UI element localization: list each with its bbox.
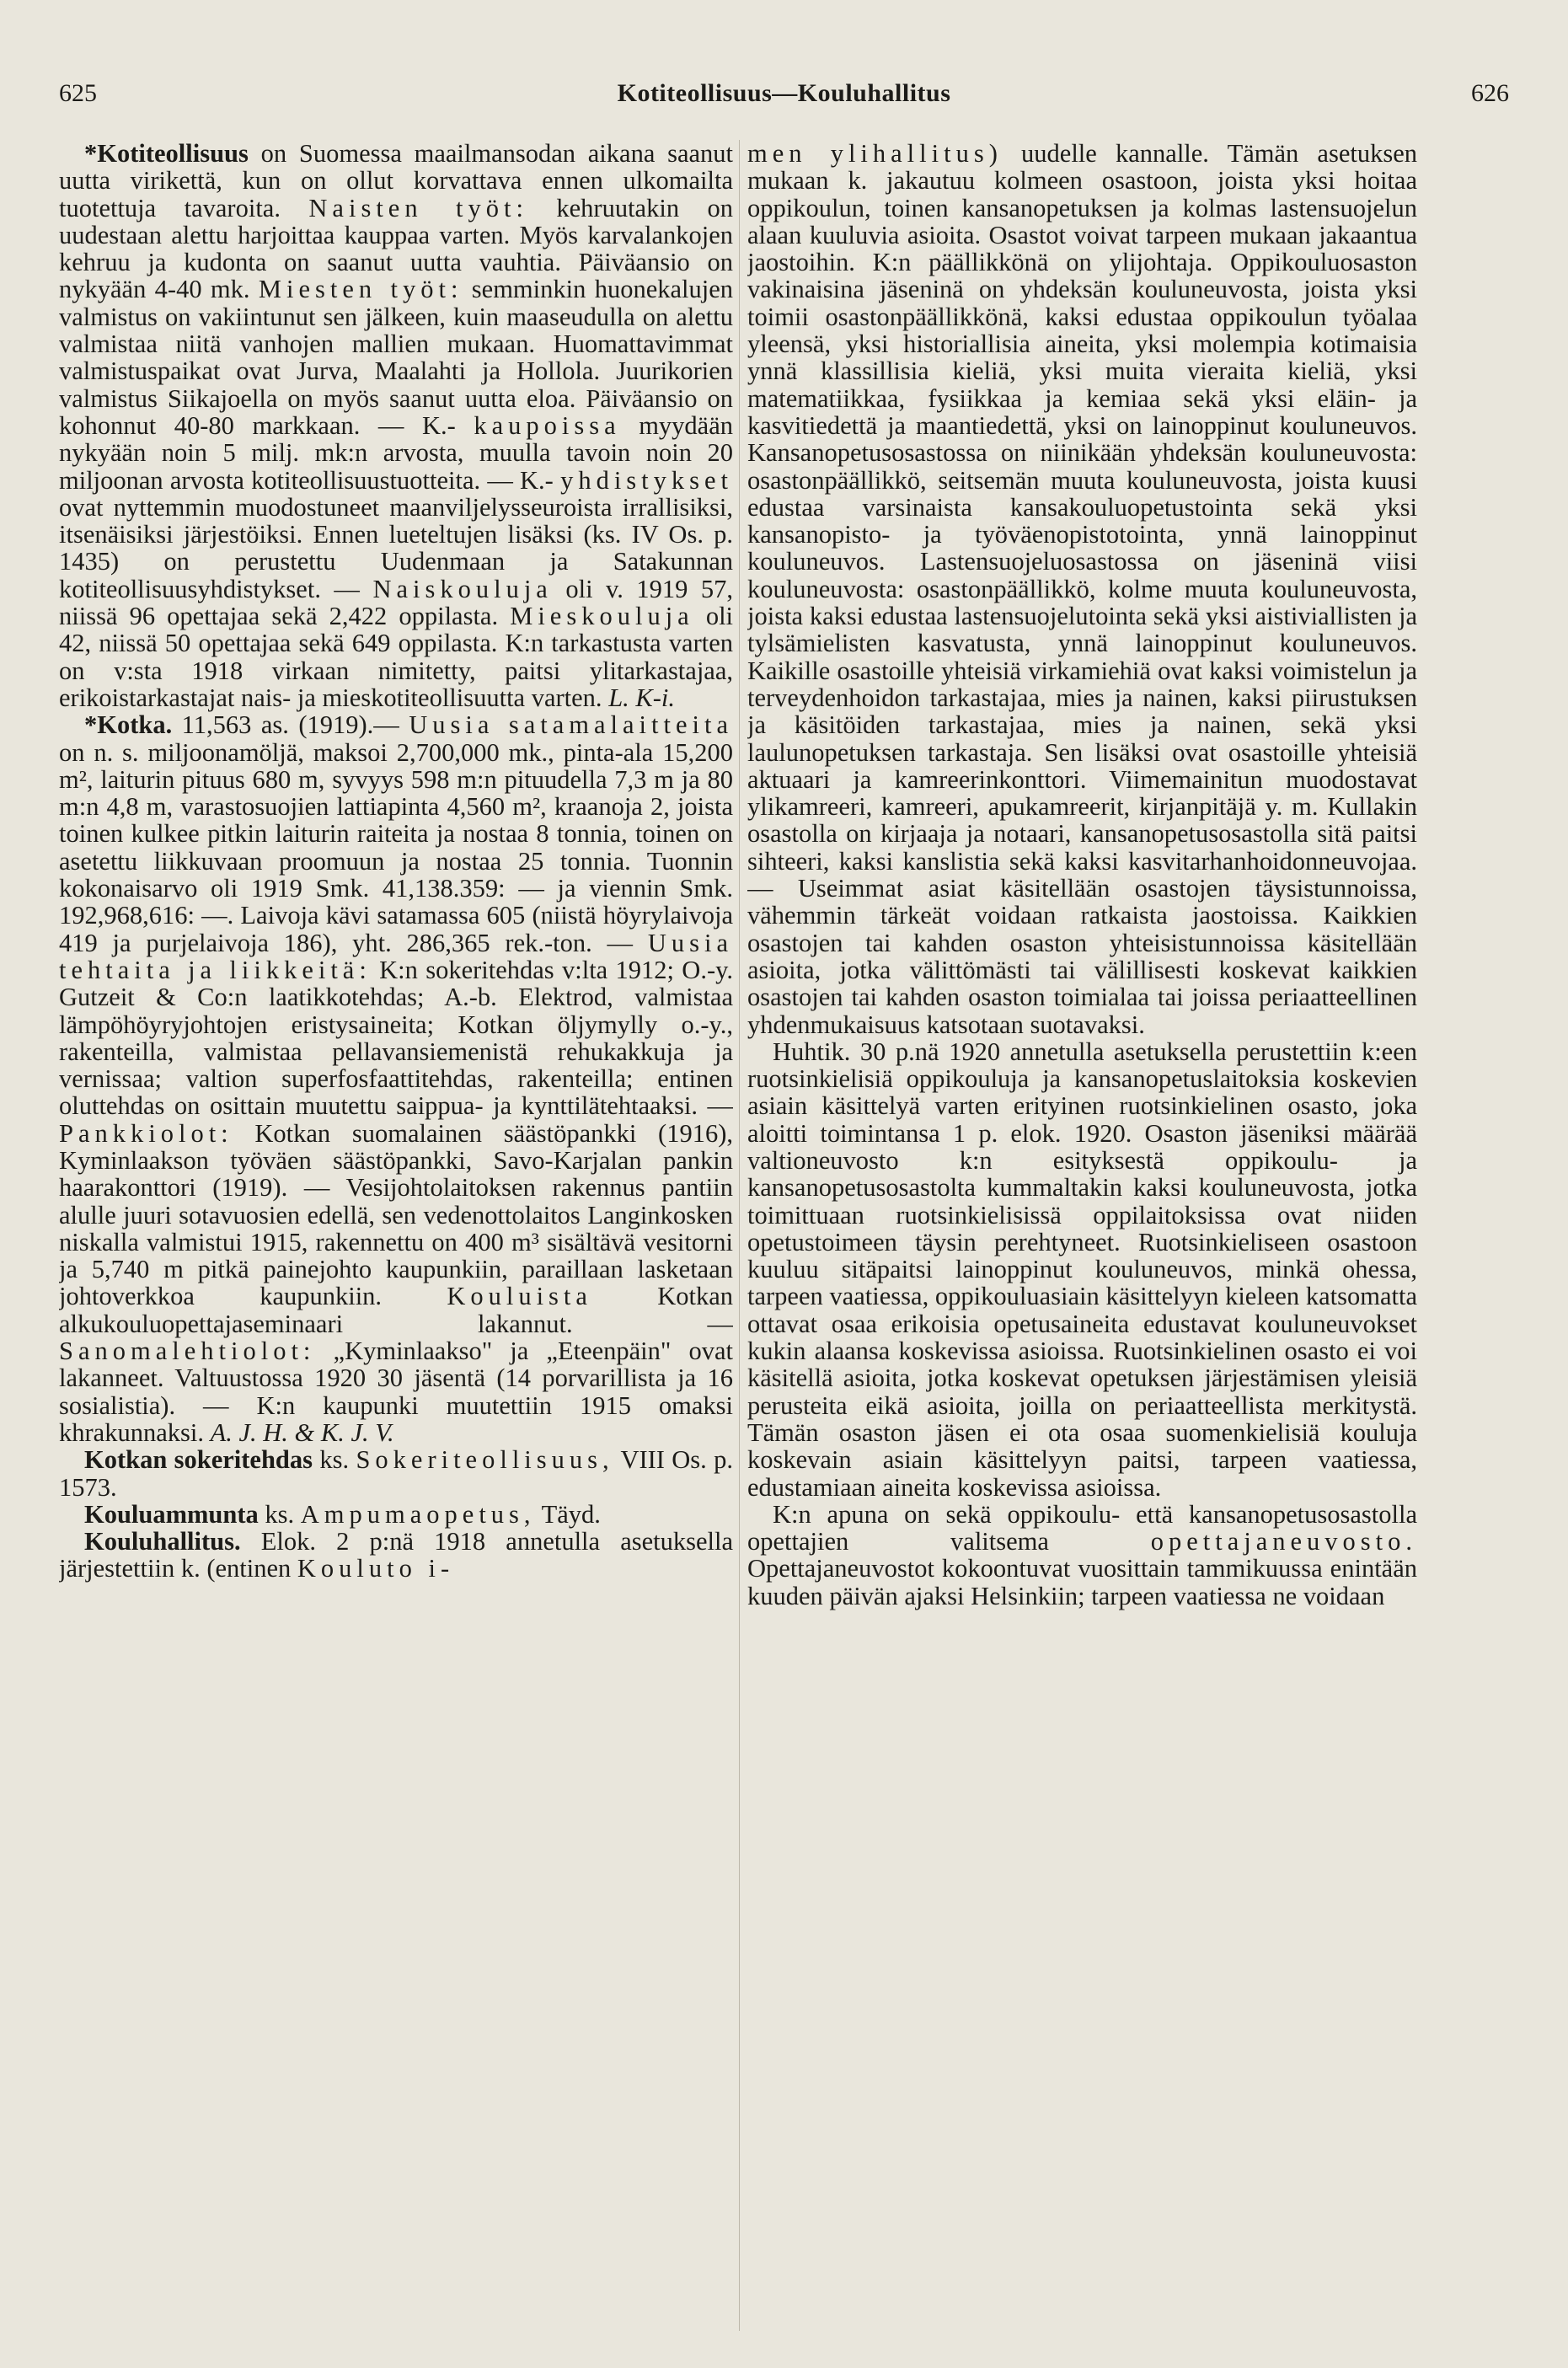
page-number-right: 626 (1471, 79, 1509, 107)
entry-kouluammunta: Kouluammunta ks. Ampumaopetus, Täyd. (84, 1499, 601, 1529)
right-column (747, 140, 1417, 2348)
entry-headword: *Kotiteollisuus (84, 140, 249, 168)
running-title: Kotiteollisuus—Kouluhallitus (617, 79, 951, 107)
paragraph: men ylihallitus) uudelle kannalle. Tämän asetuksen mukaan k. jakautuu kolmeen osastoon, joista yksi hoitaa oppikoulun, toinen kansanopetuksen ja kolmas lastensuojelun alaan kuuluvia asioita. Osastot voivat tarpeen mukaan jakaantua jaostoihin. K:n päällikkönä on ylijohtaja. Oppikouluosaston vakinaisina jäseninä on yhdeksän kouluneuvosta, joista yksi toimii osastonpäällikkönä, kaksi edustaa oppikoulun työalaa yleensä, yksi historiallisia aineita, yksi molempia kotimaisia ynnä klassillisia kieliä, yksi muita vieraita kieliä, yksi matematiikkaa, fysiikkaa ja kemiaa sekä yksi eläin- ja kasvitiedettä ja maantiedettä, yksi on lainoppinut kouluneuvos. Kansanopetusosastossa on niinikään yhdeksän kouluneuvosta: osastonpäällikkö, seitsemän muuta kouluneuvosta, joista kuusi edustaa varsinaista kansakouluopetustointa sekä yksi kansanopisto- ja työväenopistotointa, ynnä lainoppinut kouluneuvos. Lastensuojeluosastossa on jäseninä viisi kouluneuvosta: osastonpäällikkö, kolme muuta kouluneuvosta, joista kaksi edustaa lastensuojelutointa sekä yksi aistiviallisten ja tylsämielisten kasvatusta, ynnä lainoppinut kouluneuvos. Kaikille osastoille yhteisiä virkamiehiä ovat kaksi voimistelun ja terveydenhoidon tarkastajaa, mies ja nainen, kaksi piirustuksen ja käsitöiden tarkastajaa, mies ja nainen, sekä yksi laulunopetuksen tarkastaja. Sen lisäksi ovat osastoille yhteisiä aktuaari ja kamreerinkonttori. Viimemainitun muodostavat ylikamreeri, kamreeri, apukamreerit, kirjanpitäjä y. m. Kullakin osastolla on kirjaaja ja notaari, kansanopetusosastolla sitä paitsi sihteeri, kaksi kanslistia sekä kaksi kasvitarhanhoidonneuvojaa. — Useimmat asiat käsitellään osastojen täysistunnoissa, vähemmin tärkeät voidaan ratkaista jaostoissa. Kaikkien osastojen tai kahden osaston yhteisistunnoissa käsitellään asioita, jotka välittömästi tai välillisesti koskevat kaikkien osastojen tai kahden osaston toimialaa tai joissa periaatteellinen yhdenmukaisuus katsotaan suotavaksi. (747, 140, 1417, 1039)
entry-headword: *Kotka. (84, 710, 173, 740)
entry-kouluhallitus: Kouluhallitus. Elok. 2 p:nä 1918 annetulla asetuksella järjestettiin k. (entinen Kouluto i- (59, 1527, 733, 1583)
entry-kotkan-sokeritehdas: Kotkan sokeritehdas ks. Sokeriteollisuus, VIII Os. p. 1573. (59, 1445, 733, 1502)
paragraph: Huhtik. 30 p.nä 1920 annetulla asetuksella perustettiin k:een ruotsinkielisiä oppikouluja ja kansanopetuslaitoksia koskevien asiain käsittelyä varten erityinen ruotsinkielinen osasto, joka aloitti toimintansa 1 p. elok. 1920. Osaston jäseniksi määrää valtioneuvosto k:n esityksestä oppikoulu- ja kansanopetusosastolta kummaltakin kaksi kouluneuvosta, jotka toimittuaan ruotsinkielisissä oppilaitoksissa ovat niiden opetustoimeen täysin perehtyneet. Ruotsinkieliseen osastoon kuuluu sitäpaitsi lainoppinut kouluneuvos, minkä ohessa, tarpeen vaatiessa, oppikouluasiain käsittelyyn kieleen katsomatta ottavat osaa erikoisia opetusaineita edustavat kouluneuvokset kukin alaansa koskevissa asioissa. Ruotsinkielinen osasto ei voi käsitellä asioita, jotka koskevat opetuksen järjestämisen yleisiä perusteita eikä asioita, joilla on periaatteellista merkitystä. Tämän osaston jäsen ei ota osaa suomenkielisiä kouluja koskevain asiain käsittelyyn paitsi, tarpeen vaatiessa, edustamiaan aineita koskevissa asioissa. (747, 1037, 1417, 1502)
author-signature: A. J. H. & K. J. V. (210, 1417, 394, 1447)
entry-kotka: *Kotka. 11,563 as. (1919).— Uusia satamalaitteita on n. s. miljoonamöljä, maksoi 2,700,000 mk., pinta-ala 15,200 m², laiturin pituus 680 m, syvyys 598 m:n pituudella 7,3 m ja 80 m:n 4,8 m, varastosuojien lattiapinta 4,560 m², kraanoja 2, joista toinen kulkee pitkin laiturin raiteita ja nostaa 8 tonnia, toinen on asetettu liikkuvaan proomuun ja nostaa 25 tonnia. Tuonnin kokonaisarvo oli 1919 Smk. 41,138.359: — ja viennin Smk. 192,968,616: —. Laivoja kävi satamassa 605 (niistä höyrylaivoja 419 ja purjelaivoja 186), yht. 286,365 rek.-ton. — Uusia tehtaita ja liikkeitä: K:n sokeritehdas v:lta 1912; O.-y. Gutzeit & Co:n laatikkotehdas; A.-b. Elektrod, valmistaa lämpöhöyryjohtojen eristysaineita; Kotkan öljymylly o.-y., rakenteilla, valmistaa pellavansiemenistä rehukakkuja ja vernissaa; valtion superfosfaattitehdas, rakenteilla; entinen oluttehdas on osittain muutettu saippua- ja kynttilätehtaaksi. — Pankkiolot: Kotkan suomalainen säästöpankki (1916), Kyminlaakson työväen säästöpankki, Savo-Karjalan pankin haarakonttori (1919). — Vesijohtolaitoksen rakennus pantiin alulle juuri sotavuosien edellä, sen vedenottolaitos Langinkosken niskalla valmistui 1915, rakennettu on 400 m³ sisältävä vesitorni ja 5,740 m pitkä painejohto kaupunkiin, paraillaan lasketaan johtoverkkoa kaupunkiin. Kouluista Kotkan alkukouluopettajaseminaari lakannut. — Sanomalehtiolot: „Kyminlaakso" ja „Eteenpäin" ovat lakanneet. Valtuustossa 1920 30 jäsentä (14 porvarillista ja 16 sosialistia). — K:n kaupunki muutettiin 1915 omaksi khrakunnaksi. A. J. H. & K. J. V. (59, 710, 733, 1447)
entry-headword: Kouluhallitus. (84, 1527, 241, 1556)
page-number-left: 625 (59, 79, 97, 107)
paragraph: K:n apuna on sekä oppikoulu- että kansanopetusosastolla opettajien valitsema opettajaneuvosto. Opettajaneuvostot kokoontuvat vuosittain tammikuussa enintään kuuden päivän ajaksi Helsinkiin; tarpeen vaatiessa ne voidaan (747, 1499, 1417, 1610)
page-header (59, 79, 1509, 113)
column-divider (739, 140, 740, 2331)
left-column (59, 140, 733, 2348)
entry-headword: Kotkan sokeritehdas (84, 1445, 313, 1475)
entry-kotiteollisuus: *Kotiteollisuus on Suomessa maailmansodan aikana saanut uutta virikettä, kun on ollut korvattava ennen ulkomailta tuotettuja tavaroita. Naisten työt: kehruutakin on uudestaan alettu harjoittaa kauppaa varten. Myös karvalankojen kehruu ja kudonta on saanut uutta vauhtia. Päiväansio on nykyään 4-40 mk. Miesten työt: semminkin huonekalujen valmistus on vakiintunut sen jälkeen, kuin maaseudulla on alettu valmistaa niitä vanhojen mallien mukaan. Huomattavimmat valmistuspaikat ovat Jurva, Maalahti ja Hollola. Juurikorien valmistus Siikajoella on myös saanut uutta eloa. Päiväansio on kohonnut 40-80 markkaan. — K.- kaupoissa myydään nykyään noin 5 milj. mk:n arvosta, muulla tavoin noin 20 miljoonan arvosta kotiteollisuustuotteita. — K.- yhdistykset ovat nyttemmin muodostuneet maanviljelysseuroista irrallisiksi, itsenäisiksi järjestöiksi. Ennen lueteltujen lisäksi (ks. IV Os. p. 1435) on perustettu Uudenmaan ja Satakunnan kotiteollisuusyhdistykset. — Naiskouluja oli v. 1919 57, niissä 96 opettajaa sekä 2,422 oppilasta. Mieskouluja oli 42, niissä 50 opettajaa sekä 649 oppilasta. K:n tarkastusta varten on v:sta 1918 virkaan nimitetty, paitsi ylitarkastajaa, erikoistarkastajat nais- ja mieskotiteollisuutta varten. L. K-i. (59, 140, 733, 712)
entry-headword: Kouluammunta (84, 1499, 259, 1529)
author-signature: L. K-i. (608, 683, 675, 712)
